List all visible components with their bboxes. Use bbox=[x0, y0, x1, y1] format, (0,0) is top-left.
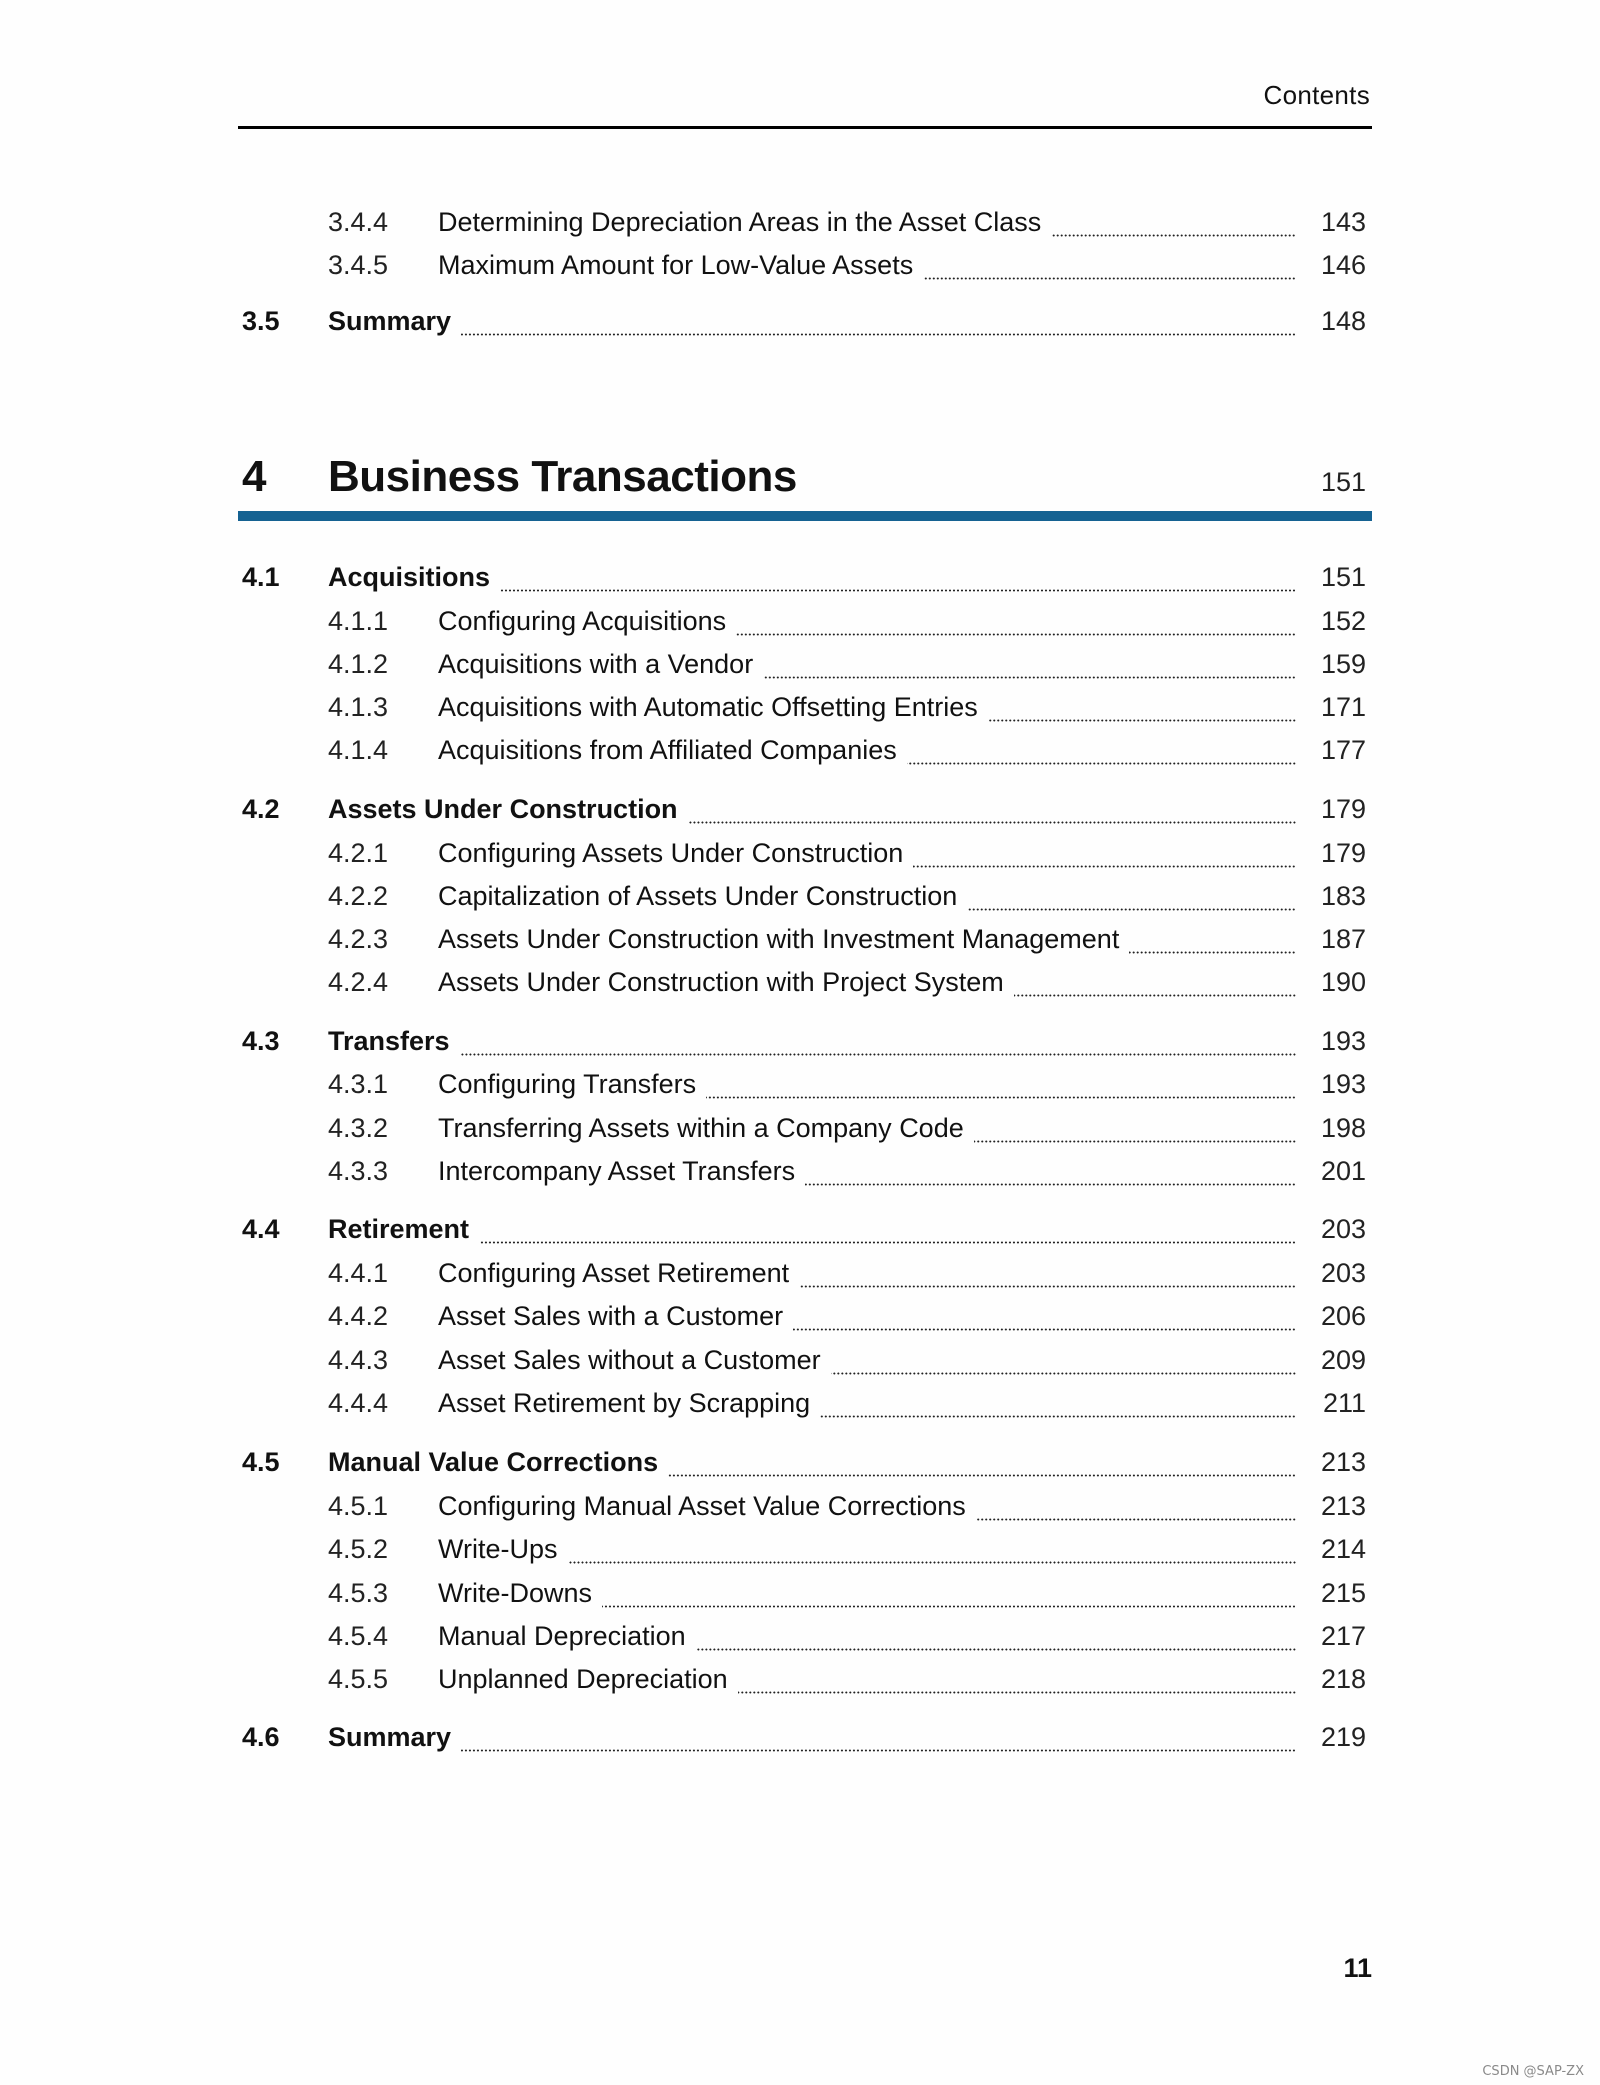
entry-number: 4.4.1 bbox=[328, 1258, 389, 1288]
toc-section-entry[interactable] bbox=[238, 794, 1372, 834]
entry-number: 4.4.4 bbox=[328, 1388, 389, 1418]
entry-number: 4.4.2 bbox=[328, 1301, 389, 1331]
chapter-page: 151 bbox=[1320, 467, 1366, 497]
toc-subsection-entry[interactable] bbox=[238, 924, 1372, 964]
entry-title: Acquisitions with Automatic Offsetting Entries bbox=[438, 692, 978, 722]
entry-page: 193 bbox=[1320, 1026, 1366, 1056]
entry-page: 143 bbox=[1320, 207, 1366, 237]
entry-page: 215 bbox=[1320, 1578, 1366, 1608]
dot-leader bbox=[923, 277, 1296, 280]
toc-section-entry[interactable] bbox=[238, 562, 1372, 602]
dot-leader bbox=[793, 1328, 1296, 1331]
entry-page: 209 bbox=[1320, 1345, 1366, 1375]
dot-leader bbox=[976, 1518, 1296, 1521]
entry-number: 4.3.3 bbox=[328, 1156, 389, 1186]
toc-subsection-entry[interactable] bbox=[238, 1301, 1372, 1341]
toc-subsection-entry[interactable] bbox=[238, 1578, 1372, 1618]
toc-section-entry[interactable] bbox=[238, 1214, 1372, 1254]
entry-number: 4.5.3 bbox=[328, 1578, 389, 1608]
entry-page: 190 bbox=[1320, 967, 1366, 997]
entry-title: Configuring Transfers bbox=[438, 1069, 697, 1099]
toc-subsection-entry[interactable] bbox=[238, 649, 1372, 689]
entry-page: 213 bbox=[1320, 1447, 1366, 1477]
entry-title: Manual Depreciation bbox=[438, 1621, 686, 1651]
entry-number: 4.2.4 bbox=[328, 967, 389, 997]
entry-page: 179 bbox=[1320, 838, 1366, 868]
dot-leader bbox=[1129, 951, 1296, 954]
dot-leader bbox=[967, 908, 1296, 911]
dot-leader bbox=[907, 762, 1296, 765]
entry-number: 4.4 bbox=[242, 1214, 280, 1244]
header-rule bbox=[238, 126, 1372, 129]
dot-leader bbox=[1051, 234, 1296, 237]
toc-subsection-entry[interactable] bbox=[238, 250, 1372, 290]
entry-title: Intercompany Asset Transfers bbox=[438, 1156, 796, 1186]
entry-page: 201 bbox=[1320, 1156, 1366, 1186]
toc-section-entry[interactable] bbox=[238, 306, 1372, 346]
entry-page: 218 bbox=[1320, 1664, 1366, 1694]
entry-title: Write-Ups bbox=[438, 1534, 558, 1564]
entry-number: 3.5 bbox=[242, 306, 280, 336]
dot-leader bbox=[831, 1372, 1296, 1375]
entry-title: Configuring Assets Under Construction bbox=[438, 838, 904, 868]
entry-number: 4.4.3 bbox=[328, 1345, 389, 1375]
entry-number: 4.1 bbox=[242, 562, 280, 592]
dot-leader bbox=[706, 1096, 1296, 1099]
chapter-title: Business Transactions bbox=[328, 452, 797, 501]
entry-number: 4.2.1 bbox=[328, 838, 389, 868]
toc-subsection-entry[interactable] bbox=[238, 1345, 1372, 1385]
entry-page: 151 bbox=[1320, 562, 1366, 592]
entry-number: 4.2.3 bbox=[328, 924, 389, 954]
toc-subsection-entry[interactable] bbox=[238, 1534, 1372, 1574]
entry-page: 203 bbox=[1320, 1258, 1366, 1288]
entry-number: 4.2.2 bbox=[328, 881, 389, 911]
entry-number: 4.1.4 bbox=[328, 735, 389, 765]
entry-page: 214 bbox=[1320, 1534, 1366, 1564]
dot-leader bbox=[696, 1648, 1296, 1651]
entry-page: 206 bbox=[1320, 1301, 1366, 1331]
entry-page: 193 bbox=[1320, 1069, 1366, 1099]
entry-page: 219 bbox=[1320, 1722, 1366, 1752]
entry-title: Asset Retirement by Scrapping bbox=[438, 1388, 811, 1418]
dot-leader bbox=[988, 719, 1296, 722]
entry-title: Acquisitions with a Vendor bbox=[438, 649, 754, 679]
toc-subsection-entry[interactable] bbox=[238, 1258, 1372, 1298]
dot-leader bbox=[738, 1691, 1296, 1694]
entry-title: Acquisitions from Affiliated Companies bbox=[438, 735, 897, 765]
toc-subsection-entry[interactable] bbox=[238, 967, 1372, 1007]
dot-leader bbox=[805, 1183, 1296, 1186]
entry-number: 3.4.4 bbox=[328, 207, 389, 237]
entry-title: Assets Under Construction with Project System bbox=[438, 967, 1004, 997]
entry-title: Configuring Acquisitions bbox=[438, 606, 727, 636]
entry-number: 3.4.5 bbox=[328, 250, 389, 280]
entry-title: Capitalization of Assets Under Construction bbox=[438, 881, 958, 911]
toc-subsection-entry[interactable] bbox=[238, 606, 1372, 646]
entry-title: Maximum Amount for Low-Value Assets bbox=[438, 250, 914, 280]
dot-leader bbox=[602, 1605, 1296, 1608]
entry-title: Asset Sales without a Customer bbox=[438, 1345, 821, 1375]
toc-subsection-entry[interactable] bbox=[238, 1491, 1372, 1531]
entry-number: 4.5.5 bbox=[328, 1664, 389, 1694]
entry-number: 4.5 bbox=[242, 1447, 280, 1477]
entry-number: 4.5.2 bbox=[328, 1534, 389, 1564]
toc-subsection-entry[interactable] bbox=[238, 1113, 1372, 1153]
dot-leader bbox=[1014, 994, 1296, 997]
entry-page: 198 bbox=[1320, 1113, 1366, 1143]
toc-subsection-entry[interactable] bbox=[238, 838, 1372, 878]
entry-page: 217 bbox=[1320, 1621, 1366, 1651]
entry-title: Assets Under Construction bbox=[328, 794, 678, 824]
toc-section-entry[interactable] bbox=[238, 1026, 1372, 1066]
entry-number: 4.6 bbox=[242, 1722, 280, 1752]
entry-title: Asset Sales with a Customer bbox=[438, 1301, 784, 1331]
entry-title: Summary bbox=[328, 306, 452, 336]
dot-leader bbox=[460, 1053, 1296, 1056]
toc-section-entry[interactable] bbox=[238, 1722, 1372, 1762]
dot-leader bbox=[461, 333, 1296, 336]
entry-title: Write-Downs bbox=[438, 1578, 593, 1608]
entry-title: Determining Depreciation Areas in the Asset Class bbox=[438, 207, 1042, 237]
dot-leader bbox=[820, 1415, 1296, 1418]
entry-page: 171 bbox=[1320, 692, 1366, 722]
entry-page: 177 bbox=[1320, 735, 1366, 765]
dot-leader bbox=[461, 1749, 1296, 1752]
entry-page: 159 bbox=[1320, 649, 1366, 679]
entry-title: Acquisitions bbox=[328, 562, 491, 592]
entry-page: 179 bbox=[1320, 794, 1366, 824]
entry-page: 148 bbox=[1320, 306, 1366, 336]
chapter-number: 4 bbox=[242, 452, 267, 501]
entry-number: 4.3 bbox=[242, 1026, 280, 1056]
entry-title: Assets Under Construction with Investment Management bbox=[438, 924, 1120, 954]
entry-number: 4.1.1 bbox=[328, 606, 389, 636]
entry-page: 152 bbox=[1320, 606, 1366, 636]
entry-number: 4.3.1 bbox=[328, 1069, 389, 1099]
entry-title: Configuring Manual Asset Value Corrections bbox=[438, 1491, 966, 1521]
entry-page: 213 bbox=[1320, 1491, 1366, 1521]
dot-leader bbox=[913, 865, 1296, 868]
page-number: 11 bbox=[1343, 1953, 1372, 1983]
toc-section-entry[interactable] bbox=[238, 1447, 1372, 1487]
dot-leader bbox=[736, 633, 1296, 636]
watermark: CSDN @SAP-ZX bbox=[1482, 2064, 1584, 2079]
entry-number: 4.1.2 bbox=[328, 649, 389, 679]
entry-page: 203 bbox=[1320, 1214, 1366, 1244]
toc-subsection-entry[interactable] bbox=[238, 1156, 1372, 1196]
entry-title: Transferring Assets within a Company Code bbox=[438, 1113, 964, 1143]
toc-subsection-entry[interactable] bbox=[238, 1069, 1372, 1109]
entry-number: 4.3.2 bbox=[328, 1113, 389, 1143]
toc-subsection-entry[interactable] bbox=[238, 692, 1372, 732]
entry-title: Unplanned Depreciation bbox=[438, 1664, 728, 1694]
toc-subsection-entry[interactable] bbox=[238, 207, 1372, 247]
entry-page: 183 bbox=[1320, 881, 1366, 911]
entry-number: 4.1.3 bbox=[328, 692, 389, 722]
entry-number: 4.5.4 bbox=[328, 1621, 389, 1651]
toc-subsection-entry[interactable] bbox=[238, 1388, 1372, 1428]
entry-page: 211 bbox=[1322, 1388, 1366, 1418]
entry-number: 4.2 bbox=[242, 794, 280, 824]
entry-page: 146 bbox=[1320, 250, 1366, 280]
dot-leader bbox=[500, 589, 1296, 592]
toc-subsection-entry[interactable] bbox=[238, 881, 1372, 921]
toc-subsection-entry[interactable] bbox=[238, 735, 1372, 775]
dot-leader bbox=[688, 821, 1296, 824]
entry-title: Summary bbox=[328, 1722, 452, 1752]
entry-title: Manual Value Corrections bbox=[328, 1447, 659, 1477]
toc-subsection-entry[interactable] bbox=[238, 1664, 1372, 1704]
entry-title: Transfers bbox=[328, 1026, 450, 1056]
running-head: Contents bbox=[1263, 80, 1370, 110]
dot-leader bbox=[974, 1140, 1296, 1143]
chapter-rule bbox=[238, 511, 1372, 521]
entry-title: Retirement bbox=[328, 1214, 470, 1244]
dot-leader bbox=[799, 1285, 1296, 1288]
entry-title: Configuring Asset Retirement bbox=[438, 1258, 790, 1288]
dot-leader bbox=[763, 676, 1296, 679]
dot-leader bbox=[668, 1474, 1296, 1477]
dot-leader bbox=[479, 1241, 1296, 1244]
entry-number: 4.5.1 bbox=[328, 1491, 389, 1521]
chapter-heading bbox=[238, 452, 1372, 502]
dot-leader bbox=[568, 1561, 1296, 1564]
entry-page: 187 bbox=[1320, 924, 1366, 954]
toc-subsection-entry[interactable] bbox=[238, 1621, 1372, 1661]
